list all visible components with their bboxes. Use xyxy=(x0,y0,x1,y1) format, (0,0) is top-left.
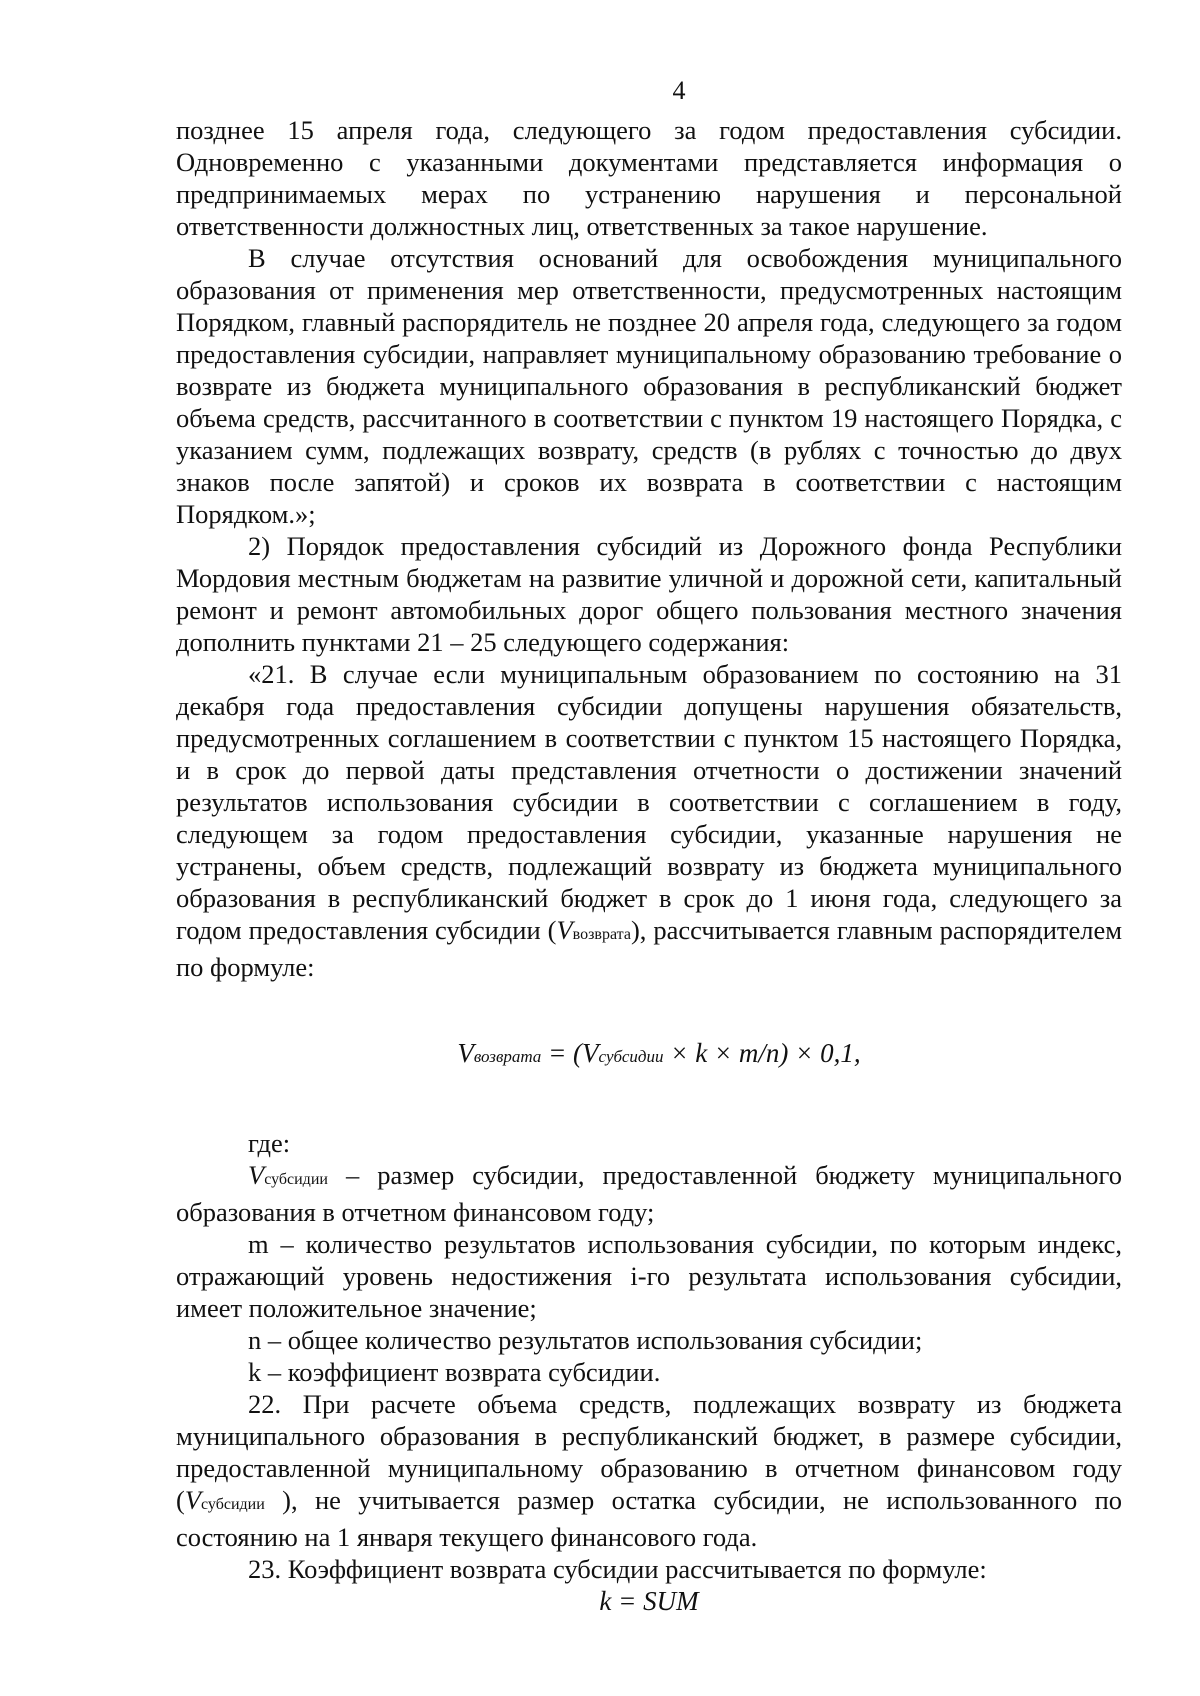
item-22-v-subscript: субсидии xyxy=(201,1496,265,1513)
definition-v-subsidy xyxy=(176,1159,1122,1228)
item-22-start: 22. При расчете объема средств, подлежащих возврату из бюджета муниципального образования в республиканский бюджет, в размере субсидии, предоставленной муниципальному образованию в отчетном финансовом году ( xyxy=(176,1389,1122,1515)
v-return-subscript: возврата xyxy=(572,926,631,943)
paragraph-item-2: 2) Порядок предоставления субсидий из Дорожного фонда Республики Мордовия местным бюджетам на развитие уличной и дорожной сети, капитальный ремонт и ремонт автомобильных дорог общего пользования местного значения дополнить пунктами 21 – 25 следующего содержания: xyxy=(176,531,1122,657)
formula-v2: V xyxy=(582,1038,599,1068)
item-21-tail: ), xyxy=(630,915,647,945)
definition-n: n – общее количество результатов использования субсидии; xyxy=(248,1325,923,1355)
item-22-v-symbol: V xyxy=(184,1485,202,1515)
formula-v: V xyxy=(457,1038,474,1068)
def-v-subscript: субсидии xyxy=(264,1171,328,1188)
definition-k: k – коэффициент возврата субсидии. xyxy=(248,1357,661,1387)
page-number: 4 xyxy=(672,76,686,105)
formula-eq: = ( xyxy=(541,1038,583,1068)
where-label: где: xyxy=(248,1128,291,1158)
formula-k: k = SUM xyxy=(599,1586,699,1616)
formula-rest: × k × m/n) × 0,1, xyxy=(663,1038,861,1068)
paragraph-continuation: позднее 15 апреля года, следующего за годом предоставления субсидии. Одновременно с указанными документами представляется информация о предпринимаемых мерах по устранению нарушения и персональной ответственности должностных лиц, ответственных за такое нарушение. xyxy=(176,115,1122,241)
paragraph-item-22 xyxy=(176,1388,1122,1553)
item-21-text: «21. В случае если муниципальным образованием по состоянию на 31 декабря года предоставления субсидии допущены нарушения обязательств, предусмотренных соглашением в соответствии с пунктом 15 настоящего Порядка, и в срок до первой даты представления отчетности о достижении значений результатов использования субсидии в соответствии с соглашением в году, следующем за годом предоставления субсидии, указанные нарушения не устранены, объем средств, подлежащий возврату из бюджета муниципального образования в республиканский бюджет в срок до 1 июня года, следующего за годом предоставления субсидии ( xyxy=(176,659,1122,945)
definition-m: m – количество результатов использования субсидии, по которым индекс, отражающий уровень недостижения i-го результата использования субсидии, имеет положительное значение; xyxy=(176,1229,1122,1323)
formula-v-sub: возврата xyxy=(473,1047,542,1066)
paragraph-item-23: 23. Коэффициент возврата субсидии рассчитывается по формуле: xyxy=(248,1554,987,1584)
paragraph-no-grounds: В случае отсутствия оснований для освобождения муниципального образования от применения мер ответственности, предусмотренных настоящим Порядком, главный распорядитель не позднее 20 апреля года, следующего за годом предоставления субсидии, направляет муниципальному образованию требование о возврате из бюджета муниципального образования в республиканский бюджет объема средств, рассчитанного в соответствии с пунктом 19 настоящего Порядка, с указанием сумм, подлежащих возврату, средств (в рублях с точностью до двух знаков после запятой) и сроков их возврата в соответствии с настоящим Порядком.»; xyxy=(176,243,1122,529)
def-v-text: – размер субсидии, предоставленной бюджету муниципального образования в отчетном финансовом году; xyxy=(176,1160,1122,1227)
paragraph-item-21 xyxy=(176,658,1122,983)
formula-v-return xyxy=(176,1037,1122,1073)
v-return-symbol: V xyxy=(556,915,573,945)
item-21-end: рассчитывается главным распорядителем по формуле: xyxy=(176,915,1122,982)
formula-v2-sub: субсидии xyxy=(598,1047,664,1066)
def-v-symbol: V xyxy=(248,1160,265,1190)
item-22-end: ), не учитывается размер остатка субсидии, не использованного по состоянию на 1 января текущего финансового года. xyxy=(176,1485,1122,1552)
